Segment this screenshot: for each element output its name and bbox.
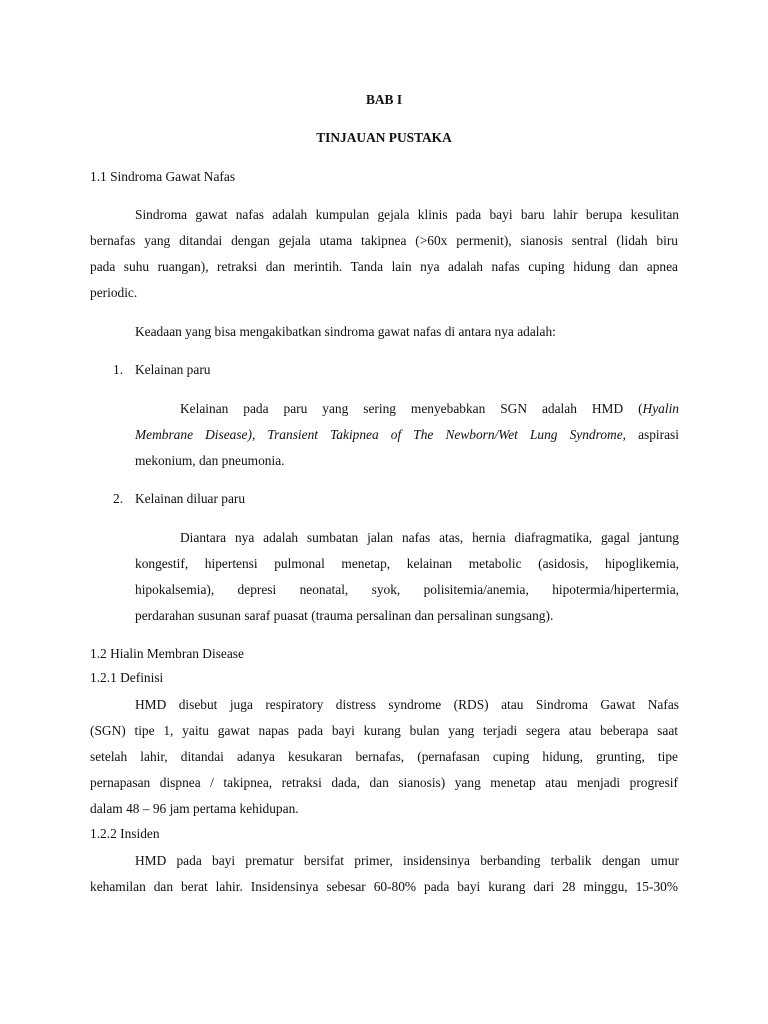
paragraph-line: Diantara nya adalah sumbatan jalan nafas atas, hernia diafragmatika, gagal jantung [180,530,679,545]
list-number: 2. [113,491,124,506]
list-item-label: Kelainan paru [135,362,211,377]
paragraph-line: HMD disebut juga respiratory distress syndrome (RDS) atau Sindroma Gawat Nafas [135,697,679,712]
subsection-heading-1-2-1: 1.2.1 Definisi [90,670,164,685]
paragraph-line: setelah lahir, ditandai adanya kesukaran bernafas, (pernafasan cuping hidung, grunting, tipe [90,749,678,764]
paragraph-line: pernapasan dispnea / takipnea, retraksi dada, dan sianosis) yang menetap atau menjadi progresif [90,775,678,790]
paragraph-line: kehamilan dan berat lahir. Insidensinya sebesar 60-80% pada bayi kurang dari 28 minggu, 15-30% [90,879,678,894]
paragraph-line: bernafas yang ditandai dengan gejala utama takipnea (>60x permenit), sianosis sentral (lidah biru [90,233,678,248]
list-number: 1. [113,362,124,377]
paragraph-line: Membrane Disease), Transient Takipnea of The Newborn/Wet Lung Syndrome, aspirasi [135,427,679,442]
paragraph-line: kongestif, hipertensi pulmonal menetap, kelainan metabolic (asidosis, hipoglikemia, [135,556,679,571]
paragraph-line: periodic. [90,285,138,300]
section-heading-1-1: 1.1 Sindroma Gawat Nafas [90,169,236,184]
chapter-title: TINJAUAN PUSTAKA [316,130,452,145]
paragraph-line: dalam 48 – 96 jam pertama kehidupan. [90,801,299,816]
paragraph-line: Keadaan yang bisa mengakibatkan sindroma gawat nafas di antara nya adalah: [135,324,556,339]
paragraph-line: Kelainan pada paru yang sering menyebabkan SGN adalah HMD (Hyalin [180,401,679,416]
paragraph-line: mekonium, dan pneumonia. [135,453,285,468]
paragraph-line: perdarahan susunan saraf puasat (trauma persalinan dan persalinan sungsang). [135,608,554,623]
paragraph-line: Sindroma gawat nafas adalah kumpulan gejala klinis pada bayi baru lahir berupa kesulitan [135,207,679,222]
paragraph-line: HMD pada bayi prematur bersifat primer, insidensinya berbanding terbalik dengan umur [135,853,679,868]
subsection-heading-1-2-2: 1.2.2 Insiden [90,826,160,841]
list-item-label: Kelainan diluar paru [135,491,246,506]
paragraph-line: (SGN) tipe 1, yaitu gawat napas pada bayi kurang bulan yang terjadi segera atau beberapa saat [90,723,678,738]
chapter-label: BAB I [365,92,403,107]
paragraph-line: hipokalsemia), depresi neonatal, syok, polisitemia/anemia, hipotermia/hipertermia, [135,582,679,597]
section-heading-1-2: 1.2 Hialin Membran Disease [90,646,244,661]
paragraph-line: pada suhu ruangan), retraksi dan merintih. Tanda lain nya adalah nafas cuping hidung dan apnea [90,259,678,274]
